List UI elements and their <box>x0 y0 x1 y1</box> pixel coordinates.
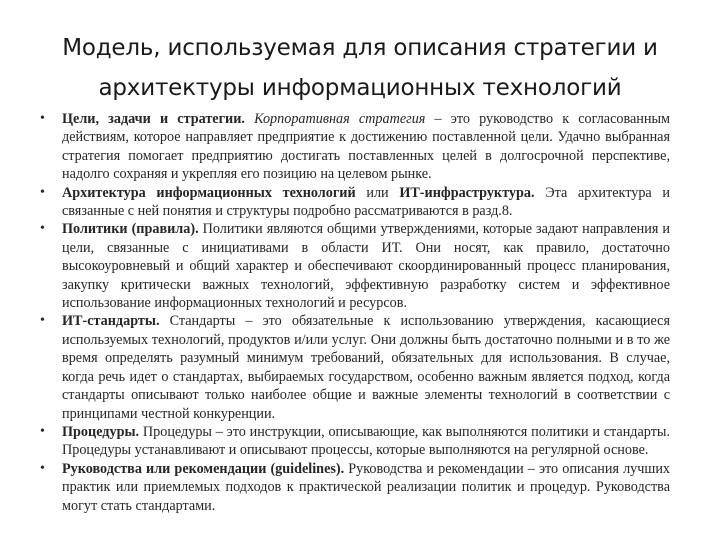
bullet-icon: • <box>40 221 45 237</box>
bullet-icon: • <box>40 184 45 200</box>
item-text-guidelines: Руководства и рекомендации – это описания лучших практик или приемлемых подходов к практической реализации политик и процедур. Руководства могут стать стандартами. <box>62 460 671 514</box>
bullet-list <box>38 110 670 515</box>
list-item-goals <box>38 110 670 184</box>
term-standards: ИТ-стандарты. <box>62 313 160 330</box>
term-architecture: Архитектура информационных технологий <box>62 184 356 201</box>
bullet-icon: • <box>40 423 45 439</box>
list-item-policies <box>38 220 670 312</box>
term-guidelines: Руководства или рекомендации (guidelines). <box>62 460 345 477</box>
bullet-icon: • <box>40 313 45 329</box>
bullet-icon: • <box>40 460 45 476</box>
term-procedures: Процедуры. <box>62 423 140 440</box>
slide-title-line-1: Модель, используемая для описания стратегии и <box>62 35 658 61</box>
item-connector-or: или <box>355 184 400 201</box>
list-item-architecture <box>38 184 670 221</box>
slide-title-line-2: архитектуры информационных технологий <box>98 75 622 101</box>
term-it-infrastructure: ИТ-инфраструктура. <box>399 184 535 201</box>
term-corporate-strategy: Корпоративная стратегия <box>254 111 426 127</box>
list-item-standards <box>38 312 670 422</box>
bullet-icon: • <box>40 111 45 126</box>
item-text-goals: – это руководство к согласованным действиям, которое направляет предприятие к достижению поставленной цели. Удачно выбранная стратегия помогает предприятию достигать поставленных целей в долгосрочной перспективе, надолго сохраняя и укрепляя его позицию на целевом рынке. <box>62 111 670 183</box>
item-text-architecture: Эта архитектура и связанные с ней понятия и структуры подробно рассматриваются в разд.8. <box>62 184 670 220</box>
item-text-standards: Стандарты – это обязательные к использованию утверждения, касающиеся используемых технологий, продуктов и/или услуг. Они должны быть достаточно полными и в то же время определять разумный минимум требований, обязательных для использования. В случае, когда речь идет о стандартах, выбираемых государством, особенно важным является подход, когда стандарты описывают только наиболее общие и важные элементы технологий в соответствии с принципами честной конкуренции. <box>62 313 670 422</box>
list-item-guidelines <box>38 460 670 515</box>
term-policies: Политики (правила). <box>62 221 199 238</box>
item-text-policies: Политики являются общими утверждениями, которые задают направления и цели, связанные с инициативами в области ИТ. Они носят, как правило, достаточно высокоуровневый и общий характер и обеспечивают скоординированный процесс планирования, закупку критически важных технологий, эффективную разработку систем и эффективное использование информационных технологий и ресурсов. <box>62 221 670 312</box>
item-text-procedures: Процедуры – это инструкции, описывающие, как выполняются политики и стандарты. Процедуры устанавливают и описывают процессы, которые выполняются на регулярной основе. <box>62 423 670 459</box>
term-goals: Цели, задачи и стратегии. <box>62 111 245 127</box>
slide-title <box>20 28 700 108</box>
list-item-procedures <box>38 423 670 460</box>
